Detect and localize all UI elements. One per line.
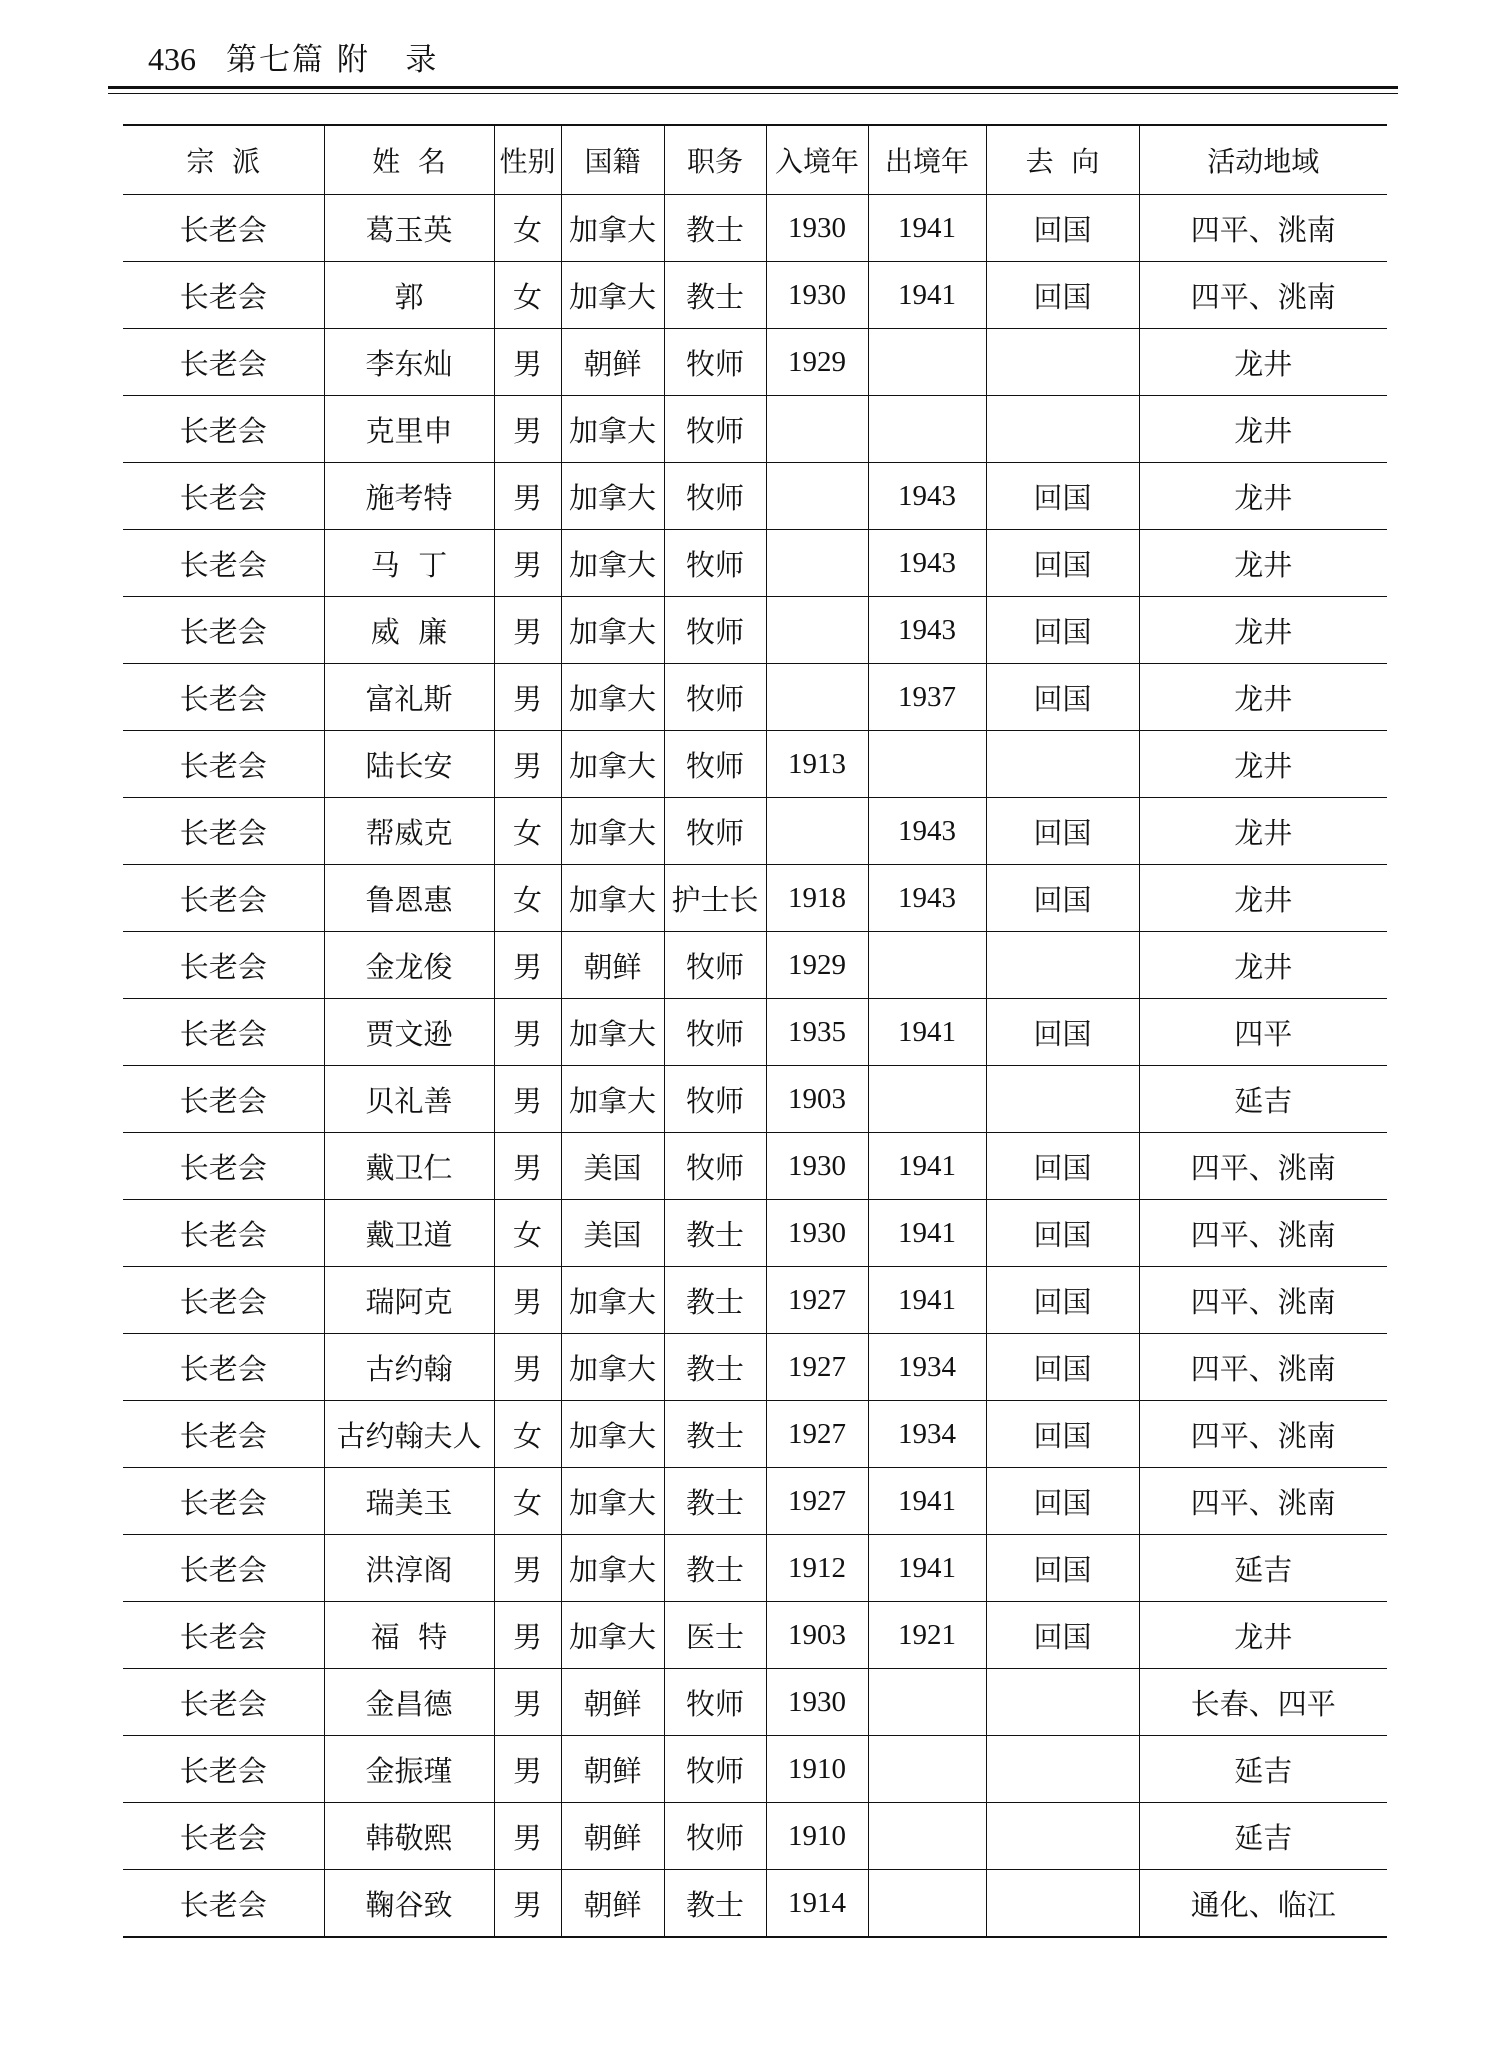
cell-name: 陆长安 xyxy=(324,731,494,798)
cell-exit-year xyxy=(868,1803,986,1870)
cell-name: 瑞阿克 xyxy=(324,1267,494,1334)
cell-region: 龙井 xyxy=(1139,664,1387,731)
table-row xyxy=(123,597,1387,664)
cell-position: 牧师 xyxy=(664,530,766,597)
column-header-exit-year: 出境年 xyxy=(868,125,986,195)
cell-nationality: 加拿大 xyxy=(561,463,664,530)
cell-name: 贾文逊 xyxy=(324,999,494,1066)
cell-nationality: 朝鲜 xyxy=(561,1736,664,1803)
cell-region: 四平、洮南 xyxy=(1139,1267,1387,1334)
cell-nationality: 美国 xyxy=(561,1200,664,1267)
cell-region: 长春、四平 xyxy=(1139,1669,1387,1736)
cell-exit-year: 1943 xyxy=(868,597,986,664)
table-row xyxy=(123,329,1387,396)
cell-name: 古约翰 xyxy=(324,1334,494,1401)
table-row xyxy=(123,932,1387,999)
cell-position: 牧师 xyxy=(664,1133,766,1200)
cell-destination: 回国 xyxy=(986,798,1139,865)
cell-name: 金振瑾 xyxy=(324,1736,494,1803)
cell-position: 医士 xyxy=(664,1602,766,1669)
cell-destination xyxy=(986,1870,1139,1938)
cell-position: 牧师 xyxy=(664,664,766,731)
cell-position: 教士 xyxy=(664,1870,766,1938)
cell-sect: 长老会 xyxy=(123,932,324,999)
cell-region: 龙井 xyxy=(1139,798,1387,865)
cell-position: 教士 xyxy=(664,1401,766,1468)
cell-exit-year: 1941 xyxy=(868,1200,986,1267)
cell-nationality: 朝鲜 xyxy=(561,329,664,396)
table-row xyxy=(123,1535,1387,1602)
column-header-gender: 性别 xyxy=(494,125,561,195)
cell-nationality: 朝鲜 xyxy=(561,1803,664,1870)
cell-gender: 男 xyxy=(494,1870,561,1938)
cell-exit-year: 1941 xyxy=(868,999,986,1066)
cell-exit-year: 1941 xyxy=(868,195,986,262)
cell-region: 延吉 xyxy=(1139,1803,1387,1870)
cell-entry-year: 1913 xyxy=(766,731,868,798)
cell-destination xyxy=(986,1803,1139,1870)
cell-name: 威 廉 xyxy=(324,597,494,664)
cell-entry-year xyxy=(766,597,868,664)
cell-entry-year: 1930 xyxy=(766,1669,868,1736)
cell-destination: 回国 xyxy=(986,664,1139,731)
cell-entry-year: 1930 xyxy=(766,262,868,329)
cell-sect: 长老会 xyxy=(123,731,324,798)
cell-region: 延吉 xyxy=(1139,1535,1387,1602)
cell-position: 护士长 xyxy=(664,865,766,932)
cell-destination xyxy=(986,1066,1139,1133)
cell-sect: 长老会 xyxy=(123,195,324,262)
cell-sect: 长老会 xyxy=(123,865,324,932)
cell-sect: 长老会 xyxy=(123,463,324,530)
cell-sect: 长老会 xyxy=(123,664,324,731)
cell-name: 戴卫仁 xyxy=(324,1133,494,1200)
cell-exit-year: 1934 xyxy=(868,1401,986,1468)
cell-position: 教士 xyxy=(664,195,766,262)
table-row xyxy=(123,262,1387,329)
table-row xyxy=(123,1401,1387,1468)
table-row xyxy=(123,1870,1387,1938)
cell-region: 延吉 xyxy=(1139,1736,1387,1803)
cell-region: 龙井 xyxy=(1139,463,1387,530)
column-header-entry-year: 入境年 xyxy=(766,125,868,195)
cell-position: 牧师 xyxy=(664,798,766,865)
cell-destination: 回国 xyxy=(986,463,1139,530)
cell-nationality: 朝鲜 xyxy=(561,1669,664,1736)
cell-sect: 长老会 xyxy=(123,999,324,1066)
cell-entry-year: 1903 xyxy=(766,1066,868,1133)
cell-name: 金龙俊 xyxy=(324,932,494,999)
cell-name: 帮威克 xyxy=(324,798,494,865)
cell-entry-year xyxy=(766,463,868,530)
cell-destination: 回国 xyxy=(986,530,1139,597)
cell-exit-year: 1941 xyxy=(868,1468,986,1535)
cell-destination: 回国 xyxy=(986,1535,1139,1602)
cell-nationality: 加拿大 xyxy=(561,262,664,329)
cell-region: 龙井 xyxy=(1139,396,1387,463)
cell-exit-year xyxy=(868,1669,986,1736)
cell-nationality: 加拿大 xyxy=(561,1468,664,1535)
cell-destination: 回国 xyxy=(986,1468,1139,1535)
cell-region: 四平、洮南 xyxy=(1139,195,1387,262)
cell-region: 龙井 xyxy=(1139,1602,1387,1669)
table-row xyxy=(123,396,1387,463)
cell-gender: 女 xyxy=(494,1468,561,1535)
cell-exit-year: 1941 xyxy=(868,1267,986,1334)
cell-sect: 长老会 xyxy=(123,1870,324,1938)
table-row xyxy=(123,1066,1387,1133)
cell-sect: 长老会 xyxy=(123,597,324,664)
cell-name: 福 特 xyxy=(324,1602,494,1669)
table-row xyxy=(123,1133,1387,1200)
cell-nationality: 加拿大 xyxy=(561,1602,664,1669)
cell-exit-year xyxy=(868,396,986,463)
cell-sect: 长老会 xyxy=(123,396,324,463)
cell-name: 富礼斯 xyxy=(324,664,494,731)
cell-gender: 女 xyxy=(494,798,561,865)
cell-exit-year: 1921 xyxy=(868,1602,986,1669)
cell-name: 洪淳阁 xyxy=(324,1535,494,1602)
cell-position: 教士 xyxy=(664,1334,766,1401)
cell-exit-year: 1934 xyxy=(868,1334,986,1401)
cell-entry-year: 1914 xyxy=(766,1870,868,1938)
cell-destination: 回国 xyxy=(986,1602,1139,1669)
cell-entry-year: 1929 xyxy=(766,329,868,396)
cell-entry-year: 1935 xyxy=(766,999,868,1066)
table-row xyxy=(123,1736,1387,1803)
cell-sect: 长老会 xyxy=(123,1401,324,1468)
cell-name: 金昌德 xyxy=(324,1669,494,1736)
column-header-destination: 去 向 xyxy=(986,125,1139,195)
header-rule-thick xyxy=(108,86,1398,89)
cell-sect: 长老会 xyxy=(123,1602,324,1669)
cell-gender: 男 xyxy=(494,932,561,999)
section-title: 第七篇 附 录 xyxy=(226,42,439,78)
cell-gender: 男 xyxy=(494,1602,561,1669)
cell-destination: 回国 xyxy=(986,1200,1139,1267)
cell-region: 四平 xyxy=(1139,999,1387,1066)
cell-gender: 男 xyxy=(494,463,561,530)
cell-exit-year xyxy=(868,329,986,396)
cell-gender: 男 xyxy=(494,329,561,396)
cell-sect: 长老会 xyxy=(123,1803,324,1870)
cell-sect: 长老会 xyxy=(123,1669,324,1736)
cell-nationality: 加拿大 xyxy=(561,396,664,463)
cell-entry-year: 1927 xyxy=(766,1334,868,1401)
cell-gender: 女 xyxy=(494,1200,561,1267)
cell-region: 龙井 xyxy=(1139,329,1387,396)
cell-entry-year xyxy=(766,664,868,731)
cell-name: 戴卫道 xyxy=(324,1200,494,1267)
cell-name: 贝礼善 xyxy=(324,1066,494,1133)
running-head xyxy=(148,34,438,78)
cell-name: 克里申 xyxy=(324,396,494,463)
cell-nationality: 加拿大 xyxy=(561,865,664,932)
cell-name: 鲁恩惠 xyxy=(324,865,494,932)
cell-position: 教士 xyxy=(664,1468,766,1535)
cell-exit-year: 1941 xyxy=(868,262,986,329)
cell-destination xyxy=(986,329,1139,396)
cell-position: 牧师 xyxy=(664,999,766,1066)
table-row xyxy=(123,664,1387,731)
cell-destination: 回国 xyxy=(986,999,1139,1066)
cell-destination xyxy=(986,731,1139,798)
cell-entry-year: 1930 xyxy=(766,1200,868,1267)
column-header-name: 姓 名 xyxy=(324,125,494,195)
cell-region: 龙井 xyxy=(1139,932,1387,999)
cell-destination xyxy=(986,932,1139,999)
cell-position: 教士 xyxy=(664,262,766,329)
cell-gender: 女 xyxy=(494,1401,561,1468)
table-row xyxy=(123,530,1387,597)
table-row xyxy=(123,731,1387,798)
cell-destination: 回国 xyxy=(986,262,1139,329)
cell-region: 四平、洮南 xyxy=(1139,1334,1387,1401)
cell-exit-year xyxy=(868,1736,986,1803)
table-row xyxy=(123,1602,1387,1669)
cell-position: 教士 xyxy=(664,1535,766,1602)
cell-gender: 男 xyxy=(494,1736,561,1803)
cell-name: 瑞美玉 xyxy=(324,1468,494,1535)
cell-entry-year: 1910 xyxy=(766,1736,868,1803)
table-row xyxy=(123,1468,1387,1535)
table-row xyxy=(123,798,1387,865)
cell-exit-year: 1941 xyxy=(868,1133,986,1200)
cell-sect: 长老会 xyxy=(123,262,324,329)
table-row xyxy=(123,999,1387,1066)
cell-region: 龙井 xyxy=(1139,731,1387,798)
cell-destination xyxy=(986,1736,1139,1803)
cell-destination: 回国 xyxy=(986,597,1139,664)
cell-gender: 男 xyxy=(494,396,561,463)
cell-region: 四平、洮南 xyxy=(1139,1200,1387,1267)
cell-region: 四平、洮南 xyxy=(1139,1133,1387,1200)
table-row xyxy=(123,1669,1387,1736)
cell-destination: 回国 xyxy=(986,195,1139,262)
cell-nationality: 朝鲜 xyxy=(561,932,664,999)
cell-exit-year xyxy=(868,1066,986,1133)
cell-sect: 长老会 xyxy=(123,798,324,865)
cell-nationality: 加拿大 xyxy=(561,195,664,262)
cell-gender: 男 xyxy=(494,597,561,664)
cell-entry-year xyxy=(766,798,868,865)
cell-sect: 长老会 xyxy=(123,1267,324,1334)
cell-name: 葛玉英 xyxy=(324,195,494,262)
cell-gender: 男 xyxy=(494,1133,561,1200)
cell-destination xyxy=(986,396,1139,463)
cell-entry-year: 1927 xyxy=(766,1401,868,1468)
cell-gender: 男 xyxy=(494,1267,561,1334)
cell-entry-year: 1903 xyxy=(766,1602,868,1669)
cell-nationality: 美国 xyxy=(561,1133,664,1200)
cell-position: 教士 xyxy=(664,1200,766,1267)
cell-nationality: 加拿大 xyxy=(561,1334,664,1401)
table-row xyxy=(123,1267,1387,1334)
cell-sect: 长老会 xyxy=(123,1535,324,1602)
cell-gender: 男 xyxy=(494,1334,561,1401)
cell-gender: 男 xyxy=(494,664,561,731)
cell-name: 马 丁 xyxy=(324,530,494,597)
cell-gender: 男 xyxy=(494,731,561,798)
cell-destination: 回国 xyxy=(986,865,1139,932)
cell-destination xyxy=(986,1669,1139,1736)
cell-gender: 女 xyxy=(494,865,561,932)
page-number: 436 xyxy=(148,41,196,77)
column-header-position: 职务 xyxy=(664,125,766,195)
cell-entry-year: 1929 xyxy=(766,932,868,999)
cell-exit-year: 1943 xyxy=(868,798,986,865)
cell-exit-year: 1937 xyxy=(868,664,986,731)
cell-nationality: 加拿大 xyxy=(561,999,664,1066)
cell-region: 四平、洮南 xyxy=(1139,262,1387,329)
cell-position: 牧师 xyxy=(664,463,766,530)
cell-name: 韩敬熙 xyxy=(324,1803,494,1870)
cell-destination: 回国 xyxy=(986,1334,1139,1401)
table-row xyxy=(123,1334,1387,1401)
cell-nationality: 加拿大 xyxy=(561,1267,664,1334)
cell-sect: 长老会 xyxy=(123,1468,324,1535)
cell-entry-year: 1927 xyxy=(766,1267,868,1334)
cell-gender: 男 xyxy=(494,1066,561,1133)
cell-exit-year xyxy=(868,932,986,999)
cell-gender: 男 xyxy=(494,999,561,1066)
cell-entry-year: 1918 xyxy=(766,865,868,932)
cell-gender: 男 xyxy=(494,1535,561,1602)
column-header-sect: 宗 派 xyxy=(123,125,324,195)
cell-region: 通化、临江 xyxy=(1139,1870,1387,1938)
cell-exit-year: 1941 xyxy=(868,1535,986,1602)
cell-entry-year: 1930 xyxy=(766,195,868,262)
cell-position: 牧师 xyxy=(664,396,766,463)
cell-nationality: 加拿大 xyxy=(561,664,664,731)
cell-exit-year xyxy=(868,1870,986,1938)
cell-position: 牧师 xyxy=(664,731,766,798)
cell-sect: 长老会 xyxy=(123,329,324,396)
table-row xyxy=(123,1200,1387,1267)
cell-gender: 男 xyxy=(494,1803,561,1870)
cell-position: 牧师 xyxy=(664,932,766,999)
table-row xyxy=(123,1803,1387,1870)
cell-position: 牧师 xyxy=(664,597,766,664)
cell-name: 古约翰夫人 xyxy=(324,1401,494,1468)
cell-position: 牧师 xyxy=(664,1736,766,1803)
column-header-nationality: 国籍 xyxy=(561,125,664,195)
cell-entry-year: 1927 xyxy=(766,1468,868,1535)
cell-entry-year: 1930 xyxy=(766,1133,868,1200)
cell-region: 龙井 xyxy=(1139,530,1387,597)
cell-exit-year xyxy=(868,731,986,798)
cell-name: 鞠谷致 xyxy=(324,1870,494,1938)
column-header-region: 活动地域 xyxy=(1139,125,1387,195)
cell-exit-year: 1943 xyxy=(868,865,986,932)
cell-gender: 女 xyxy=(494,262,561,329)
cell-sect: 长老会 xyxy=(123,530,324,597)
cell-exit-year: 1943 xyxy=(868,463,986,530)
cell-region: 四平、洮南 xyxy=(1139,1401,1387,1468)
cell-destination: 回国 xyxy=(986,1401,1139,1468)
cell-position: 教士 xyxy=(664,1267,766,1334)
cell-region: 延吉 xyxy=(1139,1066,1387,1133)
cell-sect: 长老会 xyxy=(123,1334,324,1401)
table-row xyxy=(123,463,1387,530)
cell-position: 牧师 xyxy=(664,1066,766,1133)
cell-gender: 男 xyxy=(494,530,561,597)
table-body xyxy=(123,195,1387,1938)
cell-destination: 回国 xyxy=(986,1133,1139,1200)
cell-region: 四平、洮南 xyxy=(1139,1468,1387,1535)
cell-region: 龙井 xyxy=(1139,597,1387,664)
cell-nationality: 加拿大 xyxy=(561,530,664,597)
cell-name: 施考特 xyxy=(324,463,494,530)
cell-nationality: 加拿大 xyxy=(561,597,664,664)
table-row xyxy=(123,195,1387,262)
cell-region: 龙井 xyxy=(1139,865,1387,932)
cell-position: 牧师 xyxy=(664,1803,766,1870)
cell-gender: 女 xyxy=(494,195,561,262)
cell-nationality: 加拿大 xyxy=(561,1066,664,1133)
cell-nationality: 加拿大 xyxy=(561,1401,664,1468)
cell-sect: 长老会 xyxy=(123,1133,324,1200)
cell-nationality: 朝鲜 xyxy=(561,1870,664,1938)
cell-sect: 长老会 xyxy=(123,1736,324,1803)
cell-gender: 男 xyxy=(494,1669,561,1736)
missionary-roster-table xyxy=(123,124,1387,1938)
cell-sect: 长老会 xyxy=(123,1200,324,1267)
cell-destination: 回国 xyxy=(986,1267,1139,1334)
cell-exit-year: 1943 xyxy=(868,530,986,597)
cell-name: 郭 xyxy=(324,262,494,329)
cell-position: 牧师 xyxy=(664,1669,766,1736)
cell-entry-year: 1912 xyxy=(766,1535,868,1602)
cell-entry-year xyxy=(766,530,868,597)
table-row xyxy=(123,865,1387,932)
cell-entry-year: 1910 xyxy=(766,1803,868,1870)
cell-name: 李东灿 xyxy=(324,329,494,396)
cell-nationality: 加拿大 xyxy=(561,731,664,798)
cell-entry-year xyxy=(766,396,868,463)
cell-position: 牧师 xyxy=(664,329,766,396)
table-header-row xyxy=(123,125,1387,195)
cell-nationality: 加拿大 xyxy=(561,1535,664,1602)
header-rule-thin xyxy=(108,93,1398,94)
cell-sect: 长老会 xyxy=(123,1066,324,1133)
cell-nationality: 加拿大 xyxy=(561,798,664,865)
